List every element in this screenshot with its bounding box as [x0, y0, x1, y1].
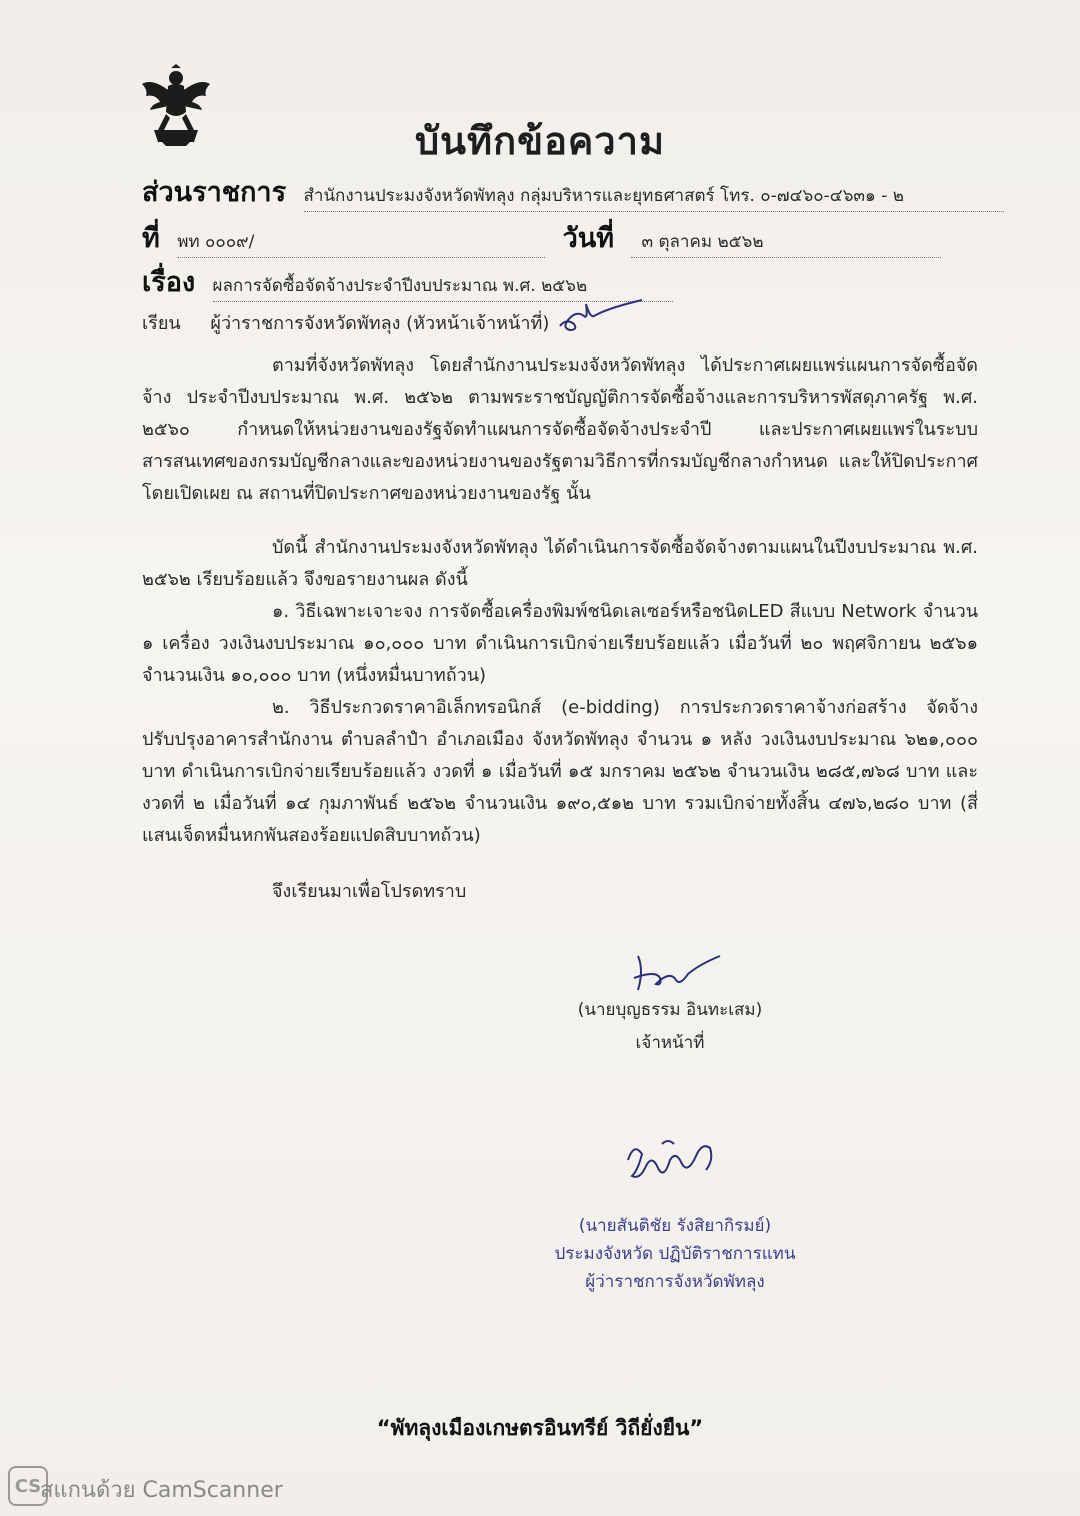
body-paragraph-1: ตามที่จังหวัดพัทลุง โดยสำนักงานประมงจังหวัดพัทลุง ได้ประกาศเผยแพร่แผนการจัดซื้อจัดจ้าง ประจำปีงบประมาณ พ.ศ. ๒๕๖๒ ตามพระราชบัญญัติการจัดซื้อจ้างและการบริหารพัสดุภาครัฐ พ.ศ. ๒๕๖๐ กำหนดให้หน่วยงานของรัฐจัดทำแผนการจัดซื้อจัดจ้างประจำปี และประกาศเผยแพร่ในระบบสารสนเทศของกรมบัญชีกลางและของหน่วยงานของรัฐตามวิธีการที่กรมบัญชีกลางกำหนด และให้ปิดประกาศโดยเปิดเผย ณ สถานที่ปิดประกาศของหน่วยงานของรัฐ นั้น	[142, 355, 978, 504]
addressee-row	[142, 308, 549, 337]
initials-signature	[556, 298, 646, 338]
subject-label: เรื่อง	[142, 267, 196, 298]
agency-row	[142, 170, 1004, 213]
signer-1-name: (นายบุญธรรม อินทะเสม)	[577, 1000, 763, 1020]
signer-2-name: (นายสันติชัย รังสิยากิรมย์)	[578, 1216, 772, 1236]
date-label: วันที่	[562, 223, 615, 254]
ref-value: พท ๐๐๐๙/	[177, 228, 545, 258]
signer-1-position: เจ้าหน้าที่	[635, 1033, 705, 1053]
memo-title: บันทึกข้อความ	[414, 119, 666, 163]
body-paragraph-2: บัดนี้ สำนักงานประมงจังหวัดพัทลุง ได้ดำเนินการจัดซื้อจัดจ้างตามแผนในปีงบประมาณ พ.ศ. ๒๕๖๒ เรียบร้อยแล้ว จึงขอรายงานผล ดังนี้	[142, 537, 978, 590]
agency-label: ส่วนราชการ	[142, 177, 287, 208]
ref-date-row	[142, 216, 978, 259]
report-item-2: ๒. วิธีประกวดราคาอิเล็กทรอนิกส์ (e-bidding) การประกวดราคาจ้างก่อสร้าง จัดจ้างปรับปรุงอาคารสำนักงาน ตำบลลำปำ อำเภอเมือง จังหวัดพัทลุง จำนวน ๑ หลัง วงเงินงบประมาณ ๖๒๑,๐๐๐ บาท ดำเนินการเบิกจ่ายเรียบร้อยแล้ว งวดที่ ๑ เมื่อวันที่ ๑๕ มกราคม ๒๕๖๒ จำนวนเงิน ๒๘๕,๗๖๘ บาท และงวดที่ ๒ เมื่อวันที่ ๑๔ กุมภาพันธ์ ๒๕๖๒ จำนวนเงิน ๑๙๐,๕๑๒ บาท รวมเบิกจ่ายทั้งสิ้น ๔๗๖,๒๘๐ บาท (สี่แสนเจ็ดหมื่นหกพันสองร้อยแปดสิบบาทถ้วน)	[142, 697, 978, 846]
date-value: ๓ ตุลาคม ๒๕๖๒	[631, 228, 941, 258]
signer-2-position-line-2: ผู้ว่าราชการจังหวัดพัทลุง	[585, 1272, 765, 1292]
subject-value: ผลการจัดซื้อจัดจ้างประจำปีงบประมาณ พ.ศ. ๒๕๖๒	[213, 272, 673, 302]
signer-2-block	[520, 1212, 830, 1296]
camscanner-logo-icon: CS	[8, 1466, 48, 1506]
report-item-1: ๑. วิธีเฉพาะเจาะจง การจัดซื้อเครื่องพิมพ์ชนิดเลเซอร์หรือชนิดLED สีแบบ Network จำนวน ๑ เครื่อง วงเงินงบประมาณ ๑๐,๐๐๐ บาท ดำเนินการเบิกจ่ายเรียบร้อยแล้ว เมื่อวันที่ ๒๐ พฤศจิกายน ๒๕๖๑ จำนวนเงิน ๑๐,๐๐๐ บาท (หนึ่งหมื่นบาทถ้วน)	[142, 601, 978, 686]
signer-2-position-line-1: ประมงจังหวัด ปฏิบัติราชการแทน	[554, 1244, 796, 1264]
agency-value: สำนักงานประมงจังหวัดพัทลุง กลุ่มบริหารและยุทธศาสตร์ โทร. ๐-๗๔๖๐-๔๖๓๑ - ๒	[304, 182, 1004, 212]
provincial-motto: “พัทลุงเมืองเกษตรอินทรีย์ วิถียั่งยืน”	[376, 1416, 704, 1440]
officer-signature	[626, 950, 726, 1002]
addressee-value: ผู้ว่าราชการจังหวัดพัทลุง (หัวหน้าเจ้าหน้าที่)	[210, 313, 550, 334]
ref-label: ที่	[142, 223, 160, 254]
signer-1-block	[540, 996, 800, 1056]
addressee-label: เรียน	[142, 313, 181, 334]
closing-line: จึงเรียนมาเพื่อโปรดทราบ	[272, 881, 467, 902]
camscanner-watermark: สแกนด้วย CamScanner	[40, 1478, 283, 1503]
director-signature	[618, 1130, 728, 1190]
subject-row	[142, 260, 673, 303]
